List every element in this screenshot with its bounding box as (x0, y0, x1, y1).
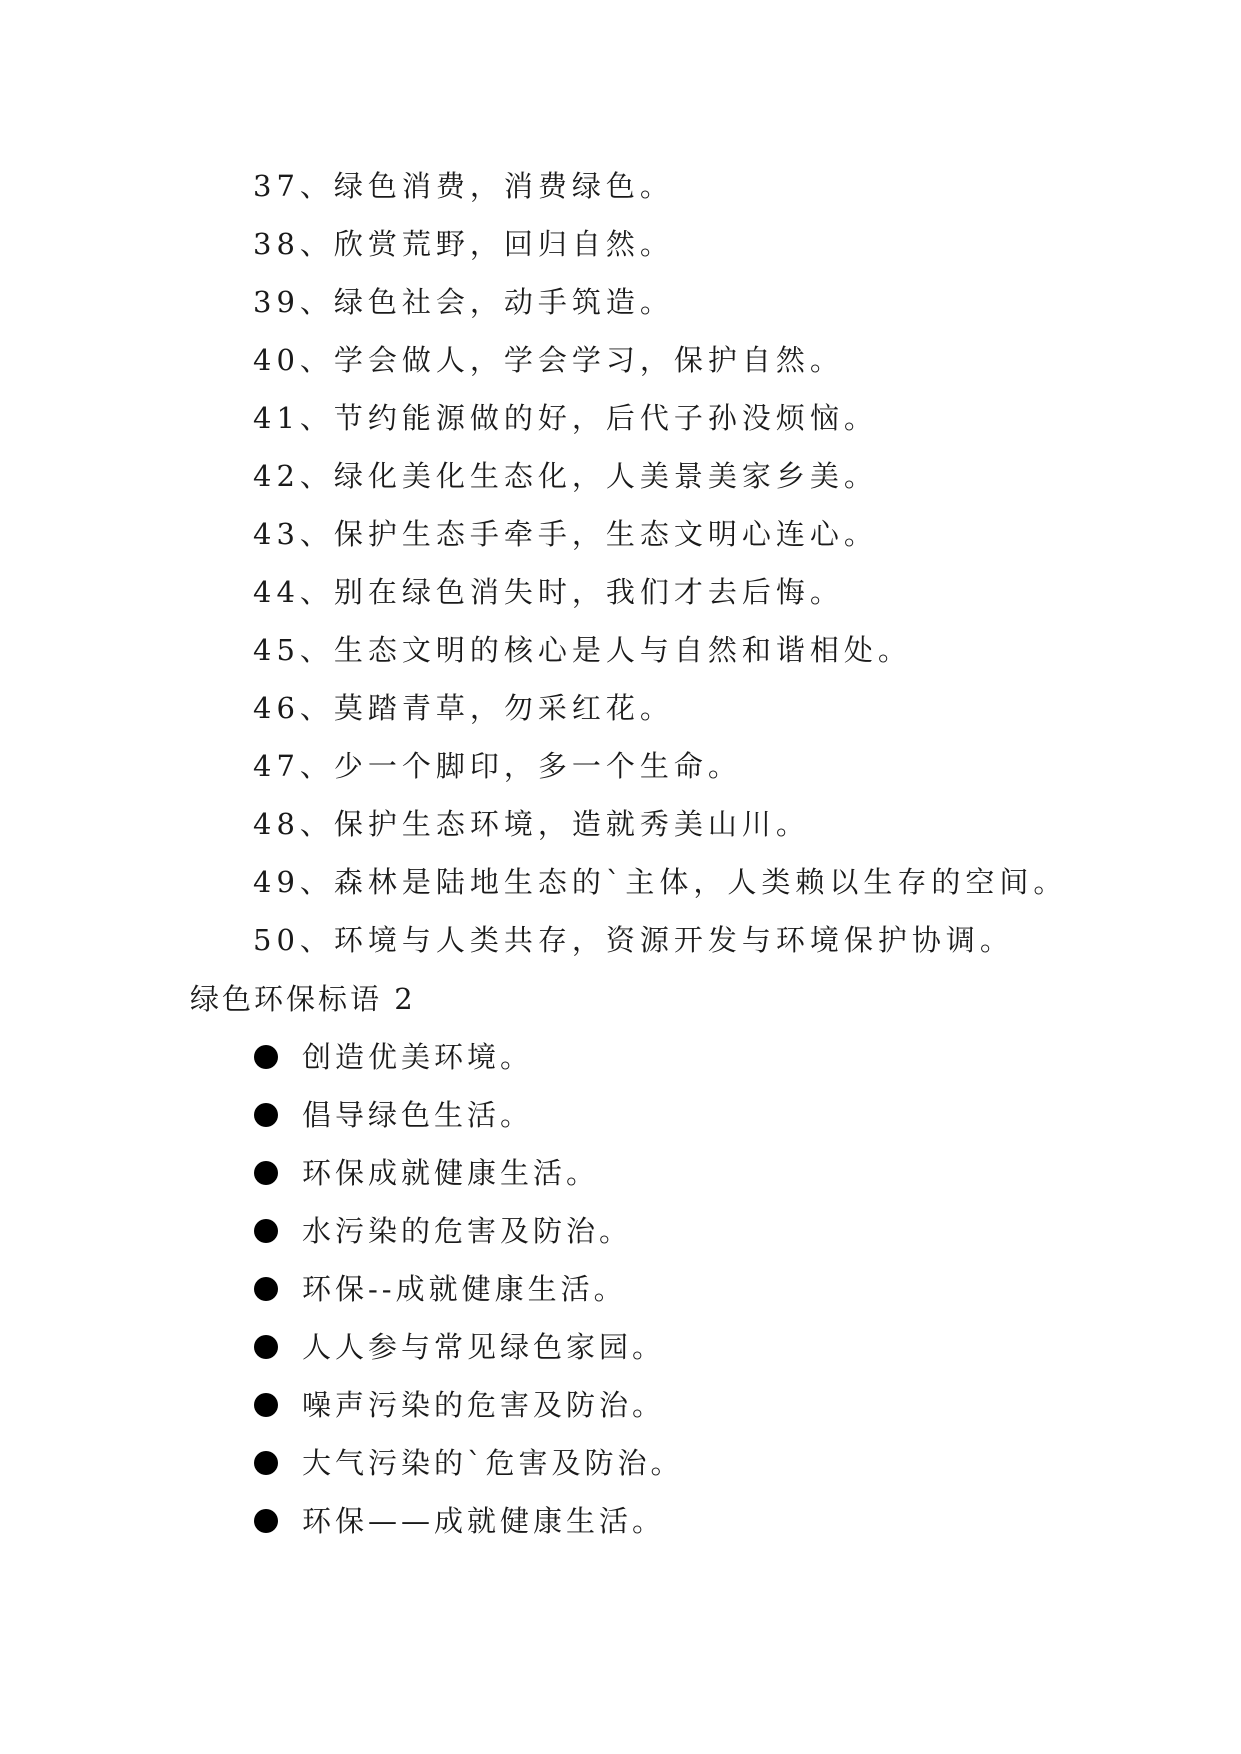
list-item: 40、学会做人，学会学习，保护自然。 (253, 343, 844, 377)
bullet-dot-icon (254, 1219, 278, 1243)
list-item: 42、绿化美化生态化，人美景美家乡美。 (253, 459, 878, 493)
slogan-numbered-list (253, 157, 1067, 969)
bullet-list-item (254, 1086, 684, 1144)
list-item: 37、绿色消费，消费绿色。 (253, 169, 674, 203)
bullet-item-text: 倡导绿色生活。 (302, 1098, 534, 1132)
bullet-dot-icon (254, 1103, 278, 1127)
bullet-dot-icon (254, 1451, 278, 1475)
bullet-list-item (254, 1144, 684, 1202)
list-item: 46、莫踏青草，勿采红花。 (253, 691, 674, 725)
list-item: 48、保护生态环境，造就秀美山川。 (253, 807, 810, 841)
bullet-item-text: 环保成就健康生活。 (302, 1156, 600, 1190)
bullet-item-text: 环保——成就健康生活。 (302, 1504, 666, 1538)
list-item: 43、保护生态手牵手，生态文明心连心。 (253, 517, 878, 551)
bullet-list-item (254, 1202, 684, 1260)
bullet-dot-icon (254, 1277, 278, 1301)
list-item: 44、别在绿色消失时，我们才去后悔。 (253, 575, 844, 609)
section-heading: 绿色环保标语 2 (190, 982, 416, 1016)
bullet-dot-icon (254, 1161, 278, 1185)
bullet-list-item (254, 1028, 684, 1086)
bullet-item-text: 大气污染的`危害及防治。 (302, 1446, 684, 1480)
bullet-item-text: 水污染的危害及防治。 (302, 1214, 633, 1248)
list-item: 41、节约能源做的好，后代子孙没烦恼。 (253, 401, 878, 435)
bullet-dot-icon (254, 1509, 278, 1533)
bullet-list-item (254, 1260, 684, 1318)
list-item: 38、欣赏荒野，回归自然。 (253, 227, 674, 261)
list-item: 47、少一个脚印，多一个生命。 (253, 749, 742, 783)
bullet-list-item (254, 1318, 684, 1376)
bullet-item-text: 环保--成就健康生活。 (302, 1272, 627, 1306)
bullet-dot-icon (254, 1045, 278, 1069)
slogan-bullet-list (254, 1028, 684, 1550)
list-item: 45、生态文明的核心是人与自然和谐相处。 (253, 633, 912, 667)
bullet-dot-icon (254, 1393, 278, 1417)
list-item: 49、森林是陆地生态的`主体，人类赖以生存的空间。 (253, 865, 1068, 899)
list-item: 50、环境与人类共存，资源开发与环境保护协调。 (253, 923, 1014, 957)
bullet-dot-icon (254, 1335, 278, 1359)
bullet-list-item (254, 1492, 684, 1550)
bullet-item-text: 创造优美环境。 (302, 1040, 534, 1074)
bullet-list-item (254, 1434, 684, 1492)
list-item: 39、绿色社会，动手筑造。 (253, 285, 674, 319)
bullet-item-text: 噪声污染的危害及防治。 (302, 1388, 666, 1422)
bullet-item-text: 人人参与常见绿色家园。 (302, 1330, 666, 1364)
bullet-list-item (254, 1376, 684, 1434)
